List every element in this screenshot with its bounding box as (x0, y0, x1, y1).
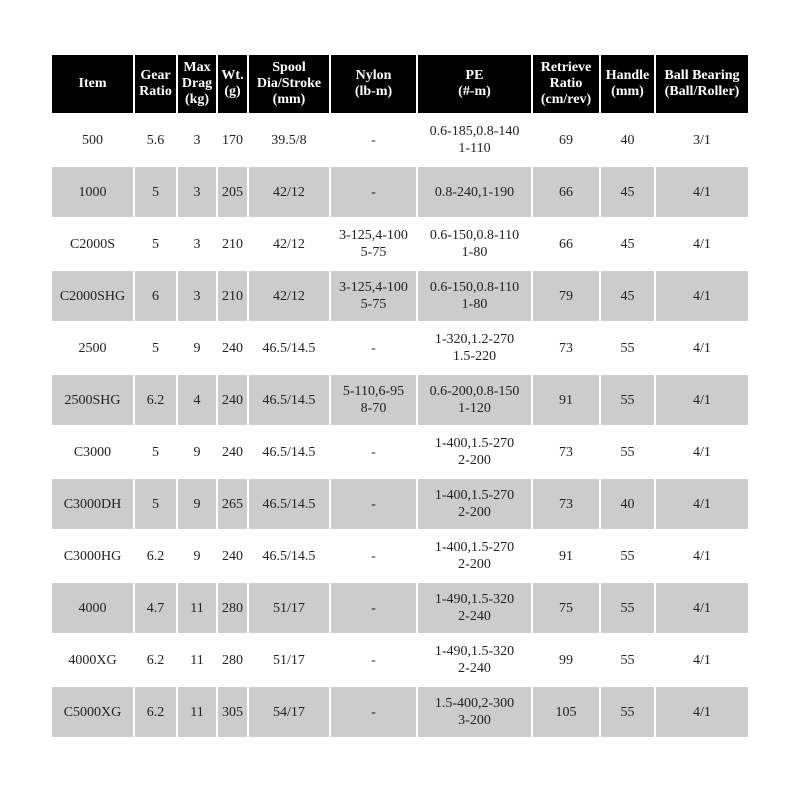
cell-item: C2000S (52, 217, 133, 269)
cell-pe: 0.6-150,0.8-110 1-80 (418, 269, 531, 321)
cell-handle: 55 (601, 633, 654, 685)
cell-retrieve-ratio: 66 (533, 217, 599, 269)
cell-gear-ratio: 6.2 (135, 633, 176, 685)
cell-ball-bearing: 3/1 (656, 113, 748, 165)
header-ball-bearing: Ball Bearing (Ball/Roller) (656, 55, 748, 113)
cell-weight: 240 (218, 529, 247, 581)
cell-spool-dia-stroke: 46.5/14.5 (249, 529, 329, 581)
cell-item: 500 (52, 113, 133, 165)
cell-ball-bearing: 4/1 (656, 425, 748, 477)
cell-nylon: - (331, 113, 416, 165)
cell-item: 2500 (52, 321, 133, 373)
header-weight: Wt. (g) (218, 55, 247, 113)
cell-gear-ratio: 5 (135, 321, 176, 373)
cell-weight: 305 (218, 685, 247, 737)
cell-retrieve-ratio: 73 (533, 425, 599, 477)
header-nylon: Nylon (lb-m) (331, 55, 416, 113)
cell-max-drag: 9 (178, 321, 216, 373)
cell-nylon: - (331, 581, 416, 633)
cell-handle: 45 (601, 165, 654, 217)
cell-nylon: - (331, 425, 416, 477)
cell-ball-bearing: 4/1 (656, 529, 748, 581)
cell-max-drag: 11 (178, 633, 216, 685)
cell-weight: 265 (218, 477, 247, 529)
table-row (52, 581, 748, 633)
cell-weight: 240 (218, 373, 247, 425)
cell-weight: 240 (218, 425, 247, 477)
cell-gear-ratio: 5 (135, 425, 176, 477)
cell-max-drag: 4 (178, 373, 216, 425)
cell-weight: 240 (218, 321, 247, 373)
cell-retrieve-ratio: 69 (533, 113, 599, 165)
cell-item: C2000SHG (52, 269, 133, 321)
cell-retrieve-ratio: 91 (533, 529, 599, 581)
cell-weight: 210 (218, 269, 247, 321)
cell-handle: 40 (601, 477, 654, 529)
cell-weight: 210 (218, 217, 247, 269)
cell-gear-ratio: 6.2 (135, 685, 176, 737)
cell-item: 4000 (52, 581, 133, 633)
cell-ball-bearing: 4/1 (656, 581, 748, 633)
header-gear-ratio: Gear Ratio (135, 55, 176, 113)
cell-ball-bearing: 4/1 (656, 217, 748, 269)
cell-gear-ratio: 5 (135, 477, 176, 529)
cell-gear-ratio: 5 (135, 165, 176, 217)
cell-nylon: - (331, 477, 416, 529)
table-row (52, 165, 748, 217)
cell-gear-ratio: 4.7 (135, 581, 176, 633)
cell-item: 4000XG (52, 633, 133, 685)
cell-gear-ratio: 6.2 (135, 373, 176, 425)
header-retrieve-ratio: Retrieve Ratio (cm/rev) (533, 55, 599, 113)
cell-weight: 205 (218, 165, 247, 217)
cell-item: 2500SHG (52, 373, 133, 425)
cell-retrieve-ratio: 73 (533, 321, 599, 373)
cell-weight: 280 (218, 633, 247, 685)
cell-item: 1000 (52, 165, 133, 217)
cell-nylon: - (331, 529, 416, 581)
cell-max-drag: 3 (178, 217, 216, 269)
cell-spool-dia-stroke: 46.5/14.5 (249, 321, 329, 373)
cell-retrieve-ratio: 105 (533, 685, 599, 737)
cell-ball-bearing: 4/1 (656, 477, 748, 529)
cell-max-drag: 9 (178, 477, 216, 529)
cell-ball-bearing: 4/1 (656, 321, 748, 373)
cell-retrieve-ratio: 99 (533, 633, 599, 685)
cell-ball-bearing: 4/1 (656, 373, 748, 425)
cell-weight: 170 (218, 113, 247, 165)
cell-spool-dia-stroke: 42/12 (249, 165, 329, 217)
cell-spool-dia-stroke: 42/12 (249, 269, 329, 321)
cell-retrieve-ratio: 73 (533, 477, 599, 529)
cell-nylon: 3-125,4-100 5-75 (331, 217, 416, 269)
table-row (52, 685, 748, 737)
cell-retrieve-ratio: 91 (533, 373, 599, 425)
cell-handle: 55 (601, 373, 654, 425)
cell-spool-dia-stroke: 51/17 (249, 581, 329, 633)
cell-ball-bearing: 4/1 (656, 685, 748, 737)
table-row (52, 217, 748, 269)
cell-nylon: - (331, 321, 416, 373)
table-row (52, 321, 748, 373)
cell-max-drag: 3 (178, 113, 216, 165)
cell-spool-dia-stroke: 39.5/8 (249, 113, 329, 165)
cell-spool-dia-stroke: 42/12 (249, 217, 329, 269)
table-row (52, 529, 748, 581)
header-handle: Handle (mm) (601, 55, 654, 113)
table-body (52, 113, 748, 737)
cell-spool-dia-stroke: 46.5/14.5 (249, 373, 329, 425)
cell-ball-bearing: 4/1 (656, 165, 748, 217)
cell-handle: 55 (601, 685, 654, 737)
cell-max-drag: 3 (178, 165, 216, 217)
header-spool-dia-stroke: Spool Dia/Stroke (mm) (249, 55, 329, 113)
cell-gear-ratio: 6 (135, 269, 176, 321)
cell-retrieve-ratio: 75 (533, 581, 599, 633)
table-row (52, 113, 748, 165)
cell-handle: 45 (601, 217, 654, 269)
cell-spool-dia-stroke: 54/17 (249, 685, 329, 737)
cell-pe: 1-400,1.5-270 2-200 (418, 529, 531, 581)
cell-handle: 55 (601, 581, 654, 633)
cell-pe: 0.8-240,1-190 (418, 165, 531, 217)
cell-nylon: - (331, 633, 416, 685)
cell-gear-ratio: 5 (135, 217, 176, 269)
cell-spool-dia-stroke: 46.5/14.5 (249, 477, 329, 529)
cell-handle: 45 (601, 269, 654, 321)
cell-nylon: - (331, 685, 416, 737)
cell-pe: 1-490,1.5-320 2-240 (418, 581, 531, 633)
cell-nylon: - (331, 165, 416, 217)
cell-pe: 1-320,1.2-270 1.5-220 (418, 321, 531, 373)
cell-item: C3000DH (52, 477, 133, 529)
cell-ball-bearing: 4/1 (656, 633, 748, 685)
cell-spool-dia-stroke: 51/17 (249, 633, 329, 685)
table-row (52, 269, 748, 321)
cell-max-drag: 3 (178, 269, 216, 321)
cell-handle: 55 (601, 321, 654, 373)
cell-retrieve-ratio: 66 (533, 165, 599, 217)
cell-pe: 1-400,1.5-270 2-200 (418, 477, 531, 529)
header-pe: PE (#-m) (418, 55, 531, 113)
cell-nylon: 3-125,4-100 5-75 (331, 269, 416, 321)
cell-pe: 0.6-185,0.8-140 1-110 (418, 113, 531, 165)
cell-gear-ratio: 5.6 (135, 113, 176, 165)
cell-weight: 280 (218, 581, 247, 633)
table-row (52, 477, 748, 529)
cell-max-drag: 9 (178, 425, 216, 477)
table-row (52, 373, 748, 425)
cell-pe: 1-400,1.5-270 2-200 (418, 425, 531, 477)
cell-gear-ratio: 6.2 (135, 529, 176, 581)
cell-nylon: 5-110,6-95 8-70 (331, 373, 416, 425)
cell-item: C3000 (52, 425, 133, 477)
header-row (52, 55, 748, 113)
cell-pe: 0.6-150,0.8-110 1-80 (418, 217, 531, 269)
reel-spec-table (50, 55, 750, 737)
cell-max-drag: 11 (178, 685, 216, 737)
cell-spool-dia-stroke: 46.5/14.5 (249, 425, 329, 477)
cell-handle: 55 (601, 425, 654, 477)
cell-item: C5000XG (52, 685, 133, 737)
table-row (52, 633, 748, 685)
cell-pe: 1.5-400,2-300 3-200 (418, 685, 531, 737)
table-row (52, 425, 748, 477)
cell-ball-bearing: 4/1 (656, 269, 748, 321)
header-max-drag: Max Drag (kg) (178, 55, 216, 113)
cell-handle: 55 (601, 529, 654, 581)
cell-pe: 0.6-200,0.8-150 1-120 (418, 373, 531, 425)
cell-retrieve-ratio: 79 (533, 269, 599, 321)
cell-handle: 40 (601, 113, 654, 165)
header-item: Item (52, 55, 133, 113)
cell-max-drag: 9 (178, 529, 216, 581)
cell-max-drag: 11 (178, 581, 216, 633)
cell-pe: 1-490,1.5-320 2-240 (418, 633, 531, 685)
cell-item: C3000HG (52, 529, 133, 581)
